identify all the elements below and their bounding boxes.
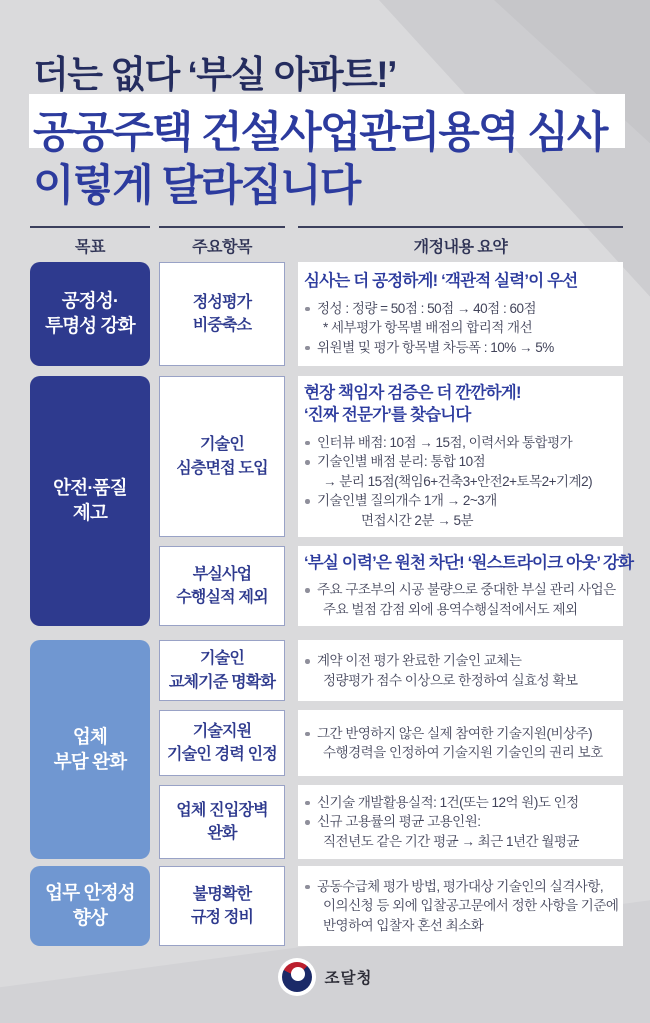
content-line: 신규 고용률의 평균 고용인원:: [304, 812, 615, 832]
content-cell: [298, 640, 623, 701]
content-line: 기술인별 질의개수 1개 → 2~3개: [304, 491, 615, 511]
goal-cell: 안전·품질 제고: [30, 376, 150, 626]
agency-name: 조달청: [324, 970, 373, 987]
bullet-icon: [305, 441, 310, 446]
content-cell: [298, 785, 623, 859]
content-line: 기술인별 배점 분리: 통합 10점: [304, 452, 615, 472]
main-item-cell: 기술인 교체기준 명확화: [159, 640, 285, 701]
content-cell: [298, 262, 623, 366]
table-section: [30, 866, 623, 946]
content-line: * 세부평가 항목별 배점의 합리적 개선: [323, 320, 533, 336]
table-row: [159, 866, 623, 946]
content-cell: [298, 710, 623, 776]
content-line: 수행경력을 인정하여 기술지원 기술인의 권리 보호: [323, 745, 603, 760]
content-line: 반영하여 입찰자 혼선 최소화: [323, 917, 484, 933]
korea-government-emblem-icon: [278, 958, 316, 996]
main-item-cell: 부실사업 수행실적 제외: [159, 546, 285, 626]
bullet-icon: [305, 346, 310, 351]
content-cell: [298, 546, 634, 626]
table-section: [30, 640, 623, 859]
content-title: 현장 책임자 검증은 더 깐깐하게!: [304, 383, 521, 402]
footer: [0, 958, 650, 996]
table-row: [159, 710, 623, 776]
content-line: 계약 이전 평가 완료한 기술인 교체는: [304, 651, 615, 671]
goal-cell: 업무 안정성 향상: [30, 866, 150, 946]
column-header-main-item: 주요항목: [159, 226, 285, 257]
bullet-icon: [305, 499, 310, 504]
goal-cell: 업체 부담 완화: [30, 640, 150, 859]
bullet-icon: [305, 885, 310, 890]
content-line: 정성 : 정량 = 50점 : 50점 → 40점 : 60점: [304, 299, 615, 319]
main-item-cell: 불명확한 규정 정비: [159, 866, 285, 946]
content-line: 정량평가 점수 이상으로 한정하여 실효성 확보: [323, 672, 578, 688]
table-section: [30, 376, 634, 626]
main-item-cell: 기술인 심층면접 도입: [159, 376, 285, 537]
bullet-icon: [305, 460, 310, 465]
content-line: 공동수급체 평가 방법, 평가대상 기술인의 실격사항,: [304, 877, 615, 897]
bullet-icon: [305, 820, 310, 825]
content-line: 이의신청 등 외에 입찰공고문에서 정한 사항을 기준에: [323, 898, 619, 914]
content-line: 인터뷰 배점: 10점 → 15점, 이력서와 통합평가: [304, 433, 615, 453]
content-line: 주요 구조부의 시공 불량으로 중대한 부실 관리 사업은: [304, 580, 615, 600]
poster-title-line1: 공공주택 건설사업관리용역 심사: [33, 109, 607, 157]
content-title: ‘부실 이력’은 원천 차단! ‘원스트라이크 아웃’ 강화: [304, 553, 634, 572]
content-cell: [298, 376, 623, 537]
content-title: 심사는 더 공정하게! ‘객관적 실력’이 우선: [304, 271, 578, 290]
content-line: 신기술 개발활용실적: 1건(또는 12억 원)도 인정: [304, 793, 615, 813]
main-item-cell: 기술지원 기술인 경력 인정: [159, 710, 285, 776]
table-row: [159, 785, 623, 859]
bullet-icon: [305, 659, 310, 664]
table-row: [159, 376, 623, 537]
bullet-icon: [305, 801, 310, 806]
main-item-cell: 정성평가 비중축소: [159, 262, 285, 366]
table-row: [159, 546, 634, 626]
bullet-icon: [305, 307, 310, 312]
content-line: 주요 벌점 감점 외에 용역수행실적에서도 제외: [323, 601, 578, 617]
bullet-icon: [305, 588, 310, 593]
column-header-revision-summary: 개정내용 요약: [298, 226, 623, 257]
content-line: 위원별 및 평가 항목별 차등폭 : 10% → 5%: [304, 338, 615, 358]
goal-cell: 공정성· 투명성 강화: [30, 262, 150, 366]
table-row: [159, 262, 623, 366]
content-title: ‘진짜 전문가’를 찾습니다: [304, 405, 471, 424]
main-item-cell: 업체 진입장벽 완화: [159, 785, 285, 859]
column-header-goal: 목표: [30, 226, 150, 257]
content-line: 면접시간 2분 → 5분: [361, 512, 474, 528]
content-line: 직전년도 같은 기간 평균 → 최근 1년간 월평균: [323, 833, 579, 849]
content-line: 그간 반영하지 않은 실제 참여한 기술지원(비상주): [304, 724, 615, 744]
table-section: [30, 262, 623, 366]
poster-subtitle: 더는 없다 ‘부실 아파트!’: [33, 54, 396, 95]
bullet-icon: [305, 732, 310, 737]
table-row: [159, 640, 623, 701]
poster-title-line2: 이렇게 달라집니다: [33, 162, 360, 210]
content-cell: [298, 866, 623, 946]
content-line: → 분리 15점(책임6+건축3+안전2+토목2+기계2): [323, 473, 593, 489]
